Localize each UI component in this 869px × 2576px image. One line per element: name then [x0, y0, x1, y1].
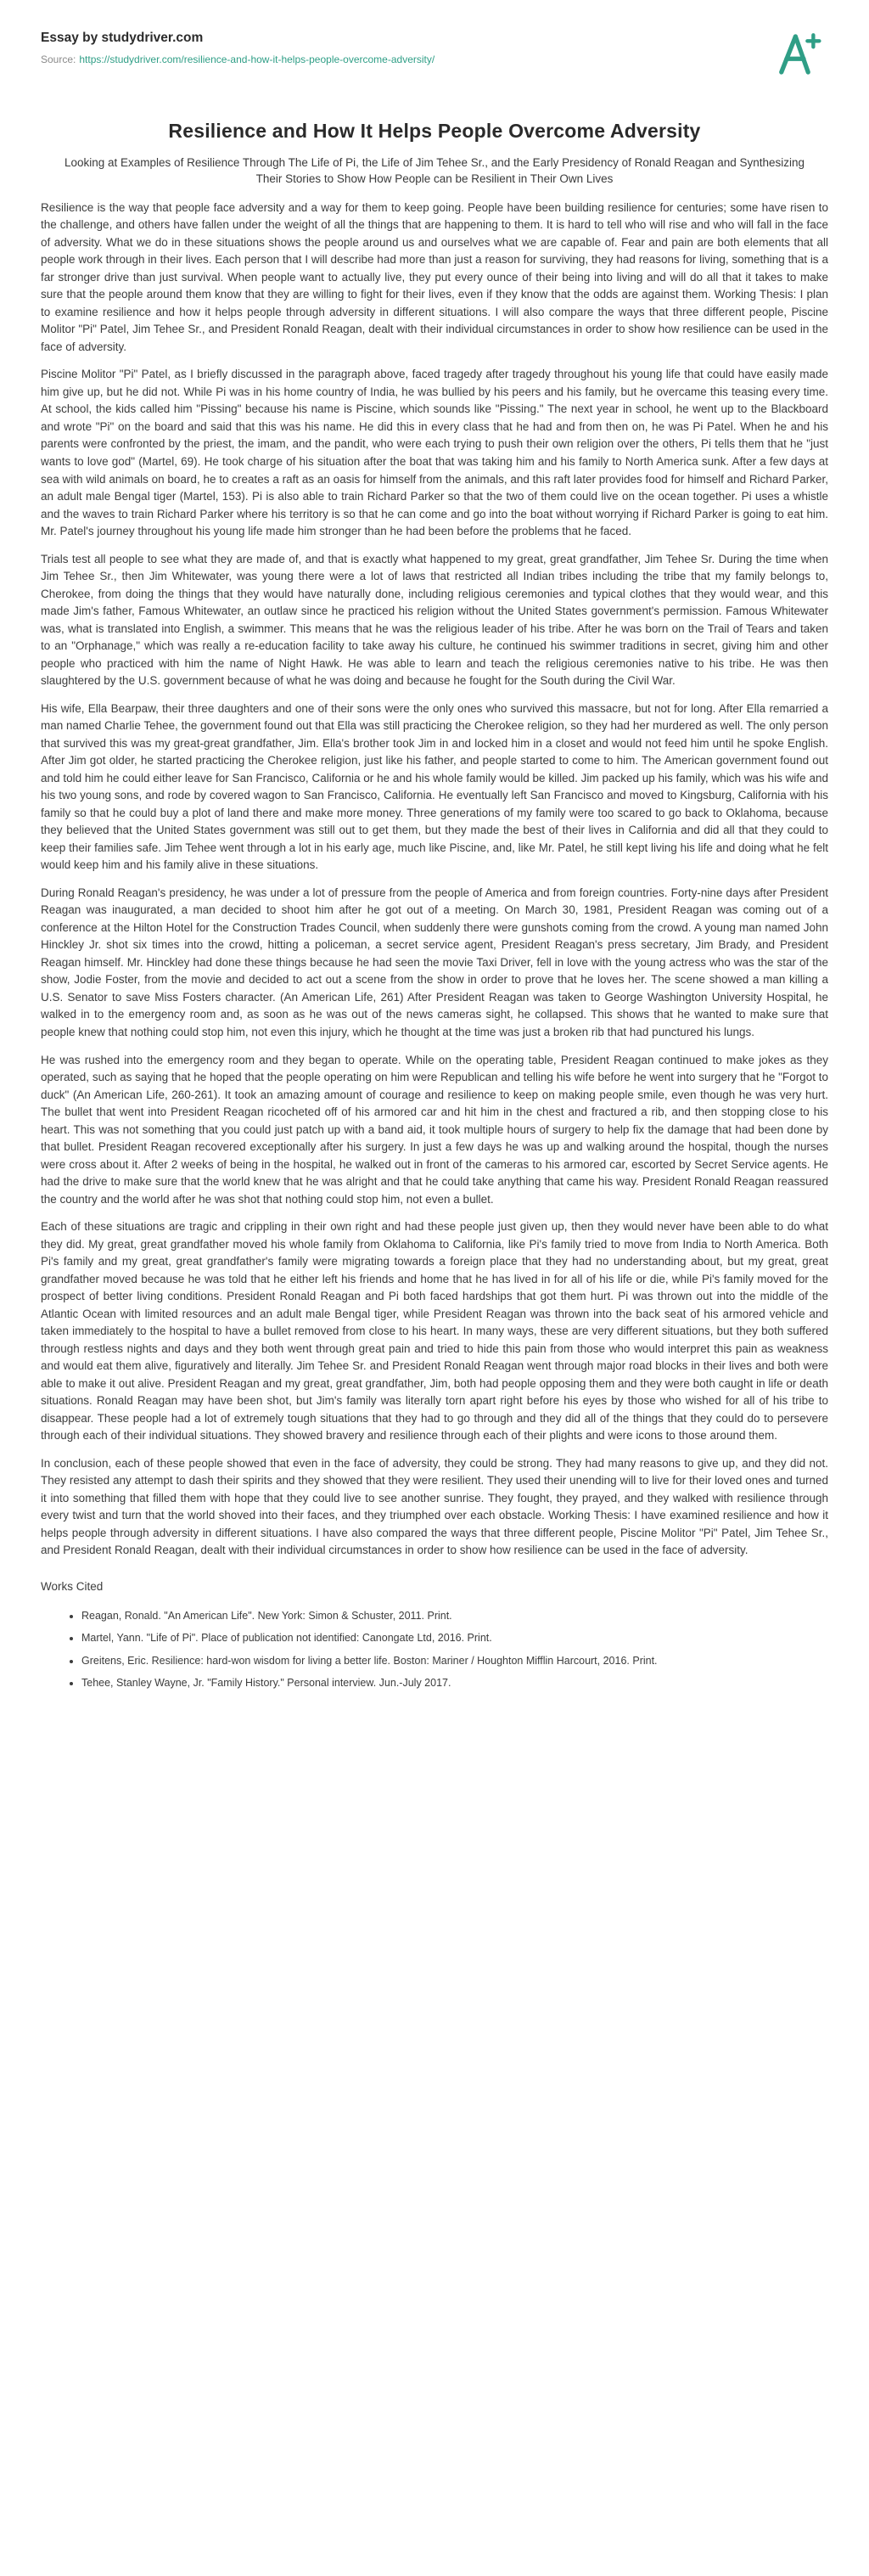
citation-item-3: • Greitens, Eric. Resilience: hard-won wisdom for living a better life. Boston: Mariner / Houghton Mifflin Harcourt, 2016. Print. [81, 1653, 828, 1669]
citation-item-1: • Reagan, Ronald. "An American Life". New York: Simon & Schuster, 2011. Print. [81, 1608, 828, 1624]
essay-subtitle: Looking at Examples of Resilience Through The Life of Pi, the Life of Jim Tehee Sr., and the Early Presidency of Ronald Reagan and Synthesizing Their Stories to Show How People can be Resilient in Their Own Lives [64, 156, 805, 185]
header-text-block [41, 31, 434, 65]
source-url-link[interactable]: https://studydriver.com/resilience-and-how-it-helps-people-overcome-adversity/ [79, 53, 435, 65]
essay-paragraph-6: He was rushed into the emergency room and they began to operate. While on the operating table, President Reagan continued to make jokes as they operated, such as saying that he hoped that the people operating on him were Republican and telling his wife before he went into surgery that he "Forgot to duck" (An American Life, 260-261). It took an amazing amount of courage and resilience to keep on making people smile, even though he was very hurt. The bullet that went into President Reagan ricocheted off of his armored car and hit him in the chest and fractured a rib, and then stopping close to his heart. This was not something that you could just patch up with a band aid, it took multiple hours of surgery to help fix the damage that had been done by that bullet. President Reagan recovered exceptionally after his surgery. In just a few days he was up and walking around the hospital, though the nurses were cross about it. After 2 weeks of being in the hospital, he walked out in front of the cameras to his armored car, escorted by Secret Service agents. He had the drive to make sure that the world knew that he was alright and that he could take anything that came his way. President Ronald Reagan reassured the country and the world after he was shot that nothing could stop him, not even a bullet. [41, 1053, 828, 1206]
source-label: Source: [41, 53, 76, 65]
essay-paragraph-8: In conclusion, each of these people showed that even in the face of adversity, they could be strong. They had many reasons to give up, and they did not. They resisted any attempt to dash their spirits and they showed that they were resilient. They used their unending will to live for their loved ones and turned it into something that filled them with hope that they could live to see another sunrise. They fought, they prayed, and they walked with resilience through every twist and turn that the world shoved into their faces, and they triumphed over each obstacle. Working Thesis: I have examined resilience and how it helps people through adversity in different situations. I have also compared the ways that three different people, Piscine Molitor "Pi" Patel, Jim Tehee Sr., and President Ronald Reagan, dealt with their individual circumstances in order to show how resilience can be used in the face of adversity. [41, 1456, 828, 1557]
essay-paragraph-5: During Ronald Reagan's presidency, he was under a lot of pressure from the people of America and from foreign countries. Forty-nine days after President Reagan was inaugurated, a man decided to shoot him after he got out of a meeting. On March 30, 1981, President Reagan was coming out of a conference at the Hilton Hotel for the Construction Trades Council, when suddenly there were gunshots coming from the crowd. A young man named John Hinckley Jr. shot six times into the crowd, hitting a policeman, a secret service agent, President Reagan's press secretary, Jim Brady, and President Reagan himself. Mr. Hinckley had done these things because he had seen the movie Taxi Driver, fell in love with the young actress who was the star of the show, Jodie Foster, from the movie and decided to act out a scene from the show in order to prove that he loves her. The scene showed a man killing a U.S. Senator to save Miss Fosters character. (An American Life, 261) After President Reagan was taken to George Washington University Hospital, he walked in to the emergency room and, as soon as he was out of the news cameras sight, he collapsed. This shows that he wanted to make sure that people knew that nothing could stop him, not even this injury, which he thought at the time was just a broken rib that had punctured his lungs. [41, 886, 828, 1038]
works-cited-section [41, 1580, 828, 1692]
essay-body [41, 200, 828, 1560]
page-header [41, 31, 828, 82]
essay-paragraph-1: Resilience is the way that people face adversity and a way for them to keep going. People have been building resilience for centuries; some have risen to the challenge, and others have fallen under the weight of all the things that are happening to them. It is hard to tell who will rise and who will fall in the face of adversity. What we do in these situations shows the people around us and ourselves what we are capable of. Fear and pain are both elements that all people work through in their lives. Each person that I will describe had more than just a reason for surviving, they had reasons for living, something that is a far stronger drive than just survival. When people want to actually live, they put every ounce of their being into living and will do all that it takes to make sure that the people around them know that they are willing to fight for their lives, even if they know that the odds are against them. Working Thesis: I plan to examine resilience and how it helps people through adversity in different situations. I will also compare the ways that three different people, Piscine Molitor "Pi" Patel, Jim Tehee Sr., and President Ronald Reagan, dealt with their individual circumstances in order to show how resilience can be used in the face of adversity. [41, 200, 828, 353]
works-cited-list [81, 1608, 828, 1692]
essay-paragraph-7: Each of these situations are tragic and crippling in their own right and had these people just given up, then they would never have been able to do what they did. My great, great grandfather moved his whole family from Oklahoma to California, like Pi's family tried to move from India to North America. Both Pi's family and my great, great grandfather's family were migrating towards a foreign place that they had no understanding about, but my great, great grandfather moved because he was told that he either left his friends and home that he has lived in for all of his life or die, while Pi's family moved for the prospect of better living conditions. President Ronald Reagan and Pi both faced hardships that got them hurt. Pi was thrown out into the middle of the Atlantic Ocean with limited resources and an adult male Bengal tiger, while President Reagan was thrown into the back seat of his armored vehicle and taken immediately to the hospital to have a bullet removed from close to his heart. In many ways, these are very different situations, but they both suffered through restless nights and days and they both went through great pain and tried to hide this pain from those who would interpret this pain as weakness and would eat them alive, figuratively and literally. Jim Tehee Sr. and President Ronald Reagan went through major road blocks in their lives and both were able to make it out alive. President Reagan and my great, great grandfather, Jim, both had people opposing them and they were both caught in life or death situations. Ronald Reagan may have been shot, but Jim's family was literally torn apart right before his eyes by those who wished for all of his tribe to disappear. These people had a lot of extremely tough situations that they had to go through and they did all of the things that they could do to persevere through each of their individual situations. They showed bravery and resilience through each of their plights and were icons to those around them. [41, 1220, 828, 1443]
citation-item-4: • Tehee, Stanley Wayne, Jr. "Family History." Personal interview. Jun.-July 2017. [81, 1675, 828, 1691]
works-cited-heading: Works Cited [41, 1579, 104, 1593]
essay-title: Resilience and How It Helps People Overcome Adversity [168, 120, 701, 142]
essay-paragraph-3: Trials test all people to see what they are made of, and that is exactly what happened to my great, great grandfather, Jim Tehee Sr. During the time when Jim Tehee Sr., then Jim Whitewater, was young there were a lot of laws that restricted all Indian tribes including the tribe that my family belongs to, Cherokee, from doing the things that they would have naturally done, including religious ceremonies and typical clothes that they would wear, and this made Jim's father, Famous Whitewater, an outlaw since he practiced his religion without the United States government's permission. Famous Whitewater was, what is translated into English, a swimmer. This means that he was the religious leader of his tribe. After he was born on the Trail of Tears and taken to an "Orphanage," which was really a re-education facility to take away his culture, he continued his swimmer traditions in secret, giving him and other people who practiced with him the name of Night Hawk. He was able to learn and teach the religious ceremonies native to his tribe. He was then slaughtered by the U.S. government because of what he was doing and because he fought for the South during the Civil War. [41, 552, 828, 688]
citation-item-2: • Martel, Yann. "Life of Pi". Place of publication not identified: Canongate Ltd, 2016. Print. [81, 1630, 828, 1646]
essay-paragraph-2: Piscine Molitor "Pi" Patel, as I briefly discussed in the paragraph above, faced tragedy after tragedy throughout his young life that could have easily made him give up, but he did not. While Pi was in his home country of India, he was bullied by his peers and his family, but he overcame this teasing every time. At school, the kids called him "Pissing" because his name is Piscine, which sounds like "Pissing." The next year in school, he went up to the Blackboard and wrote "Pi" on the board and said that this was his name. He did this in every class that he had and from then on, he was Pi Patel. When he and his parents were confronted by the priest, the imam, and the pandit, who were each trying to push their own religion over the others, Pi tells them that he "just wants to love god" (Martel, 69). He took charge of his situation after the boat that was taking him and his family to North America sunk. After a few days at sea with wild animals on board, he to creates a raft as an oasis for himself from the animals, and this raft later provides food for himself and Richard Parker, an adult male Bengal tiger (Martel, 153). Pi is also able to train Richard Parker so that the two of them could live on the ocean together. Pi uses a whistle and the waves to train Richard Parker where his territory is so that he can come and go into the boat without worrying if Richard Parker is going to eat him. Mr. Patel's journey throughout his young life made him stronger than he had been before the problems that he faced. [41, 368, 828, 538]
studydriver-logo [774, 31, 821, 82]
essay-paragraph-4: His wife, Ella Bearpaw, their three daughters and one of their sons were the only ones who survived this massacre, but not for long. After Ella remarried a man named Charlie Tehee, the government found out that Ella was still practicing the Cherokee religion, so they had her murdered as well. The only person that survived this was my great-great grandfather, Jim. Ella's brother took Jim in and locked him in a closet and would not feed him until he spoke English. After Jim got older, he started practicing the Cherokee religion, just like his father, and people started to come to him. The American government found out and told him he could either leave for San Francisco, California or he and his whole family would be killed. Jim packed up his family, which was his wife and his two young sons, and rode by covered wagon to San Francisco, California. He eventually left San Francisco and moved to Kingsburg, California with his family so that he could buy a plot of land there and make more money. Three generations of my family were too scared to go back to Oklahoma, because they believed that the United States government was still out to get them, but they made the best of their lives in California and did all that they could to keep their families safe. Jim Tehee went through a lot in his early age, much like Piscine, and, like Mr. Patel, he still kept living his life and doing what he felt would keep him and his family alive in these situations. [41, 701, 828, 872]
a-plus-logo-icon [774, 31, 821, 78]
essay-byline: Essay by studydriver.com [41, 31, 204, 45]
source-line [41, 53, 434, 65]
